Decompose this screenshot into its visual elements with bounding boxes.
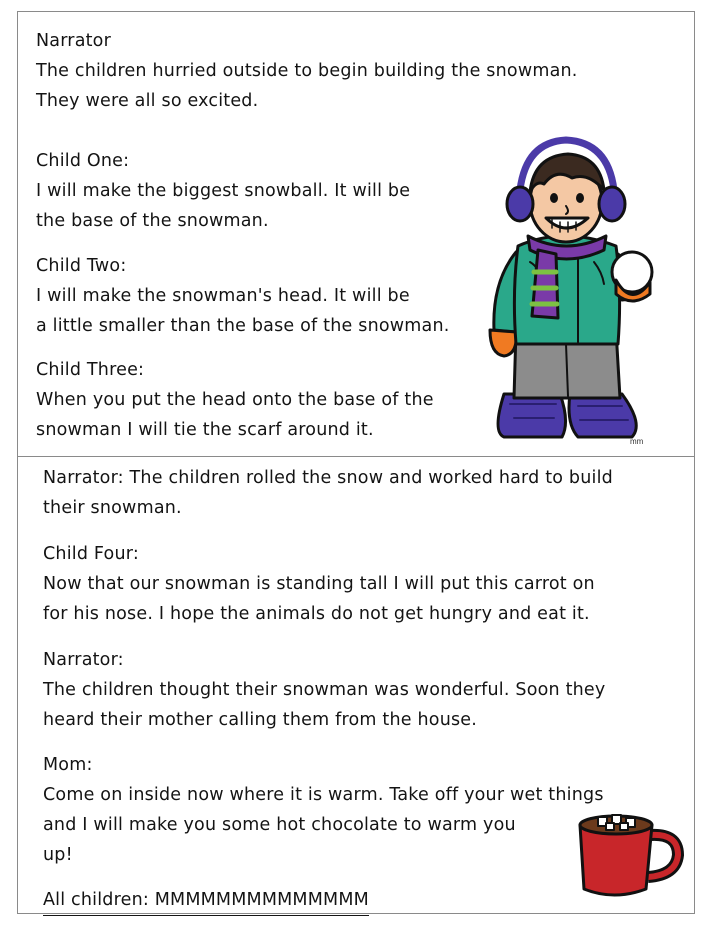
script-block-mom [43, 750, 604, 870]
artist-mark: mm [630, 437, 644, 446]
dialogue-line: snowman I will tie the scarf around it. [36, 420, 374, 440]
speaker-label: Narrator: [43, 650, 124, 670]
script-block-child-three [36, 355, 434, 445]
speaker-label: Child Four: [43, 544, 139, 564]
dialogue-line: their snowman. [43, 498, 182, 518]
script-block-child-one [36, 146, 410, 236]
script-block-narrator-1 [36, 26, 578, 116]
final-line-all-children [43, 885, 369, 916]
script-block-narrator-3 [43, 645, 605, 735]
speaker-label: Child Three: [36, 360, 145, 380]
script-block-child-four [43, 539, 595, 629]
dialogue-line: All children: MMMMMMMMMMMMMM [43, 885, 369, 916]
dialogue-line: for his nose. I hope the animals do not get hungry and eat it. [43, 604, 590, 624]
dialogue-line: the base of the snowman. [36, 211, 269, 231]
dialogue-line: The children thought their snowman was wonderful. Soon they [43, 680, 606, 700]
bottom-script-card [17, 456, 695, 914]
dialogue-line: and I will make you some hot chocolate to warm you [43, 815, 516, 835]
dialogue-line: heard their mother calling them from the house. [43, 710, 478, 730]
dialogue-line: The children hurried outside to begin building the snowman. [36, 61, 578, 81]
dialogue-line: They were all so excited. [36, 91, 259, 111]
hot-chocolate-mug-illustration [574, 811, 684, 901]
dialogue-line: Narrator: The children rolled the snow and worked hard to build [43, 468, 613, 488]
dialogue-line: I will make the biggest snowball. It will be [36, 181, 411, 201]
child-in-winter-clothes-illustration [482, 132, 660, 450]
dialogue-line: Come on inside now where it is warm. Take off your wet things [43, 785, 604, 805]
dialogue-line: When you put the head onto the base of the [36, 390, 434, 410]
speaker-label: Child One: [36, 151, 130, 171]
script-block-child-two [36, 251, 450, 341]
speaker-label: Child Two: [36, 256, 127, 276]
dialogue-line: up! [43, 845, 73, 865]
script-block-narrator-2 [43, 463, 613, 523]
dialogue-line: a little smaller than the base of the snowman. [36, 316, 450, 336]
top-script-card [17, 11, 695, 457]
dialogue-line: I will make the snowman's head. It will be [36, 286, 410, 306]
speaker-label: Mom: [43, 755, 93, 775]
speaker-label: Narrator [36, 31, 111, 51]
dialogue-line: Now that our snowman is standing tall I will put this carrot on [43, 574, 595, 594]
